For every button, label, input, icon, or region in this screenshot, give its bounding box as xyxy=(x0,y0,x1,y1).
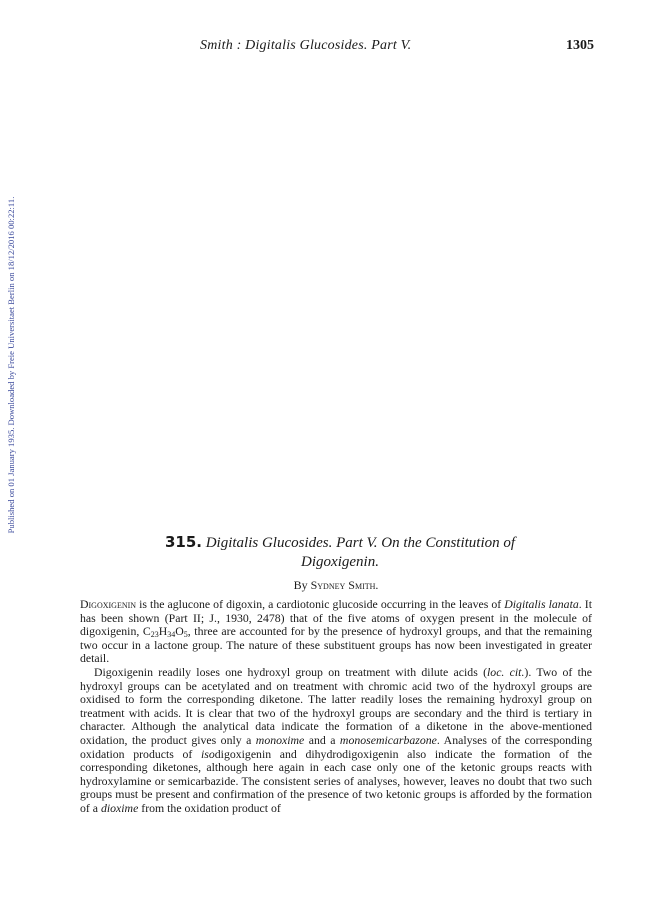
paragraph-2 xyxy=(80,666,592,816)
text-run: ). Two of the hydroxyl groups can be acetylated and on treatment with chromic acid two of the hydroxyl groups are oxidised to form the corresponding diketone. The latter readily loses the remaining hydroxyl group on treatment with acids. It is clear that two of the hydroxyl groups are secondary and the third is tertiary in character. Although the analytical data indicate the formation of a diketone in the above-mentioned oxidation, the product gives only a xyxy=(80,664,592,747)
paper-title xyxy=(60,533,620,572)
formula-subscript: 34 xyxy=(167,630,176,640)
italic-term: dioxime xyxy=(100,800,139,815)
text-run: . It has been shown (Part II; J., 1930, 2478) that of the five atoms of oxygen present in the molecule of digoxigenin, C xyxy=(80,597,592,639)
byline xyxy=(0,578,672,593)
italic-term: monoxime xyxy=(255,732,305,747)
lead-word: Digoxigenin xyxy=(80,597,137,611)
running-head xyxy=(0,38,672,56)
paper-title-line-1: Digitalis Glucosides. Part V. On the Constitution of xyxy=(205,535,516,551)
text-run: . Analyses of the corresponding oxidation products of xyxy=(80,732,593,761)
author-name: Sydney Smith. xyxy=(310,578,379,592)
text-run: , three are accounted for by the presence of hydroxyl groups, and that the remaining two occur in a lactone group. The nature of these substituent groups has now been investigated in greater detail. xyxy=(80,624,593,666)
byline-by: By xyxy=(293,578,308,592)
text-run: O xyxy=(175,624,184,639)
running-title: Smith : Digitalis Glucosides. Part V. xyxy=(200,38,412,53)
download-notice xyxy=(4,130,18,600)
body-text xyxy=(80,598,592,816)
download-notice-text[interactable]: Published on 01 January 1935. Downloaded by Freie Universitaet Berlin on 18/12/2016 00:22:11. xyxy=(6,196,16,534)
formula-subscript: 5 xyxy=(183,630,188,640)
italic-term: loc. cit. xyxy=(487,664,525,679)
text-run: Digoxigenin readily loses one hydroxyl group on treatment with dilute acids ( xyxy=(94,664,488,679)
paper-title-line-2: Digoxigenin. xyxy=(301,554,379,570)
page-number: 1305 xyxy=(566,38,594,53)
text-run: digoxigenin and dihydrodigoxigenin also indicate the formation of the corresponding diketones, although here again in each case only one of the ketonic groups reacts with hydroxylamine or semicarbazide. The consistent series of analyses, however, leaves no doubt that two such groups must be present and confirmation of the presence of two ketonic groups is afforded by the formation of a xyxy=(80,746,592,815)
formula-subscript: 23 xyxy=(150,630,159,640)
species-name: Digitalis lanata xyxy=(504,597,579,611)
text-run: is the aglucone of digoxin, a cardiotonic glucoside occurring in the leaves of xyxy=(136,597,505,611)
text-run: and a xyxy=(304,732,340,747)
paragraph-1 xyxy=(80,598,592,666)
text-run: H xyxy=(158,624,168,639)
italic-term: iso xyxy=(200,746,215,761)
paper-number: 315. xyxy=(164,533,202,551)
text-run: from the oxidation product of xyxy=(138,800,281,815)
italic-term: monosemicarbazone xyxy=(339,732,437,747)
